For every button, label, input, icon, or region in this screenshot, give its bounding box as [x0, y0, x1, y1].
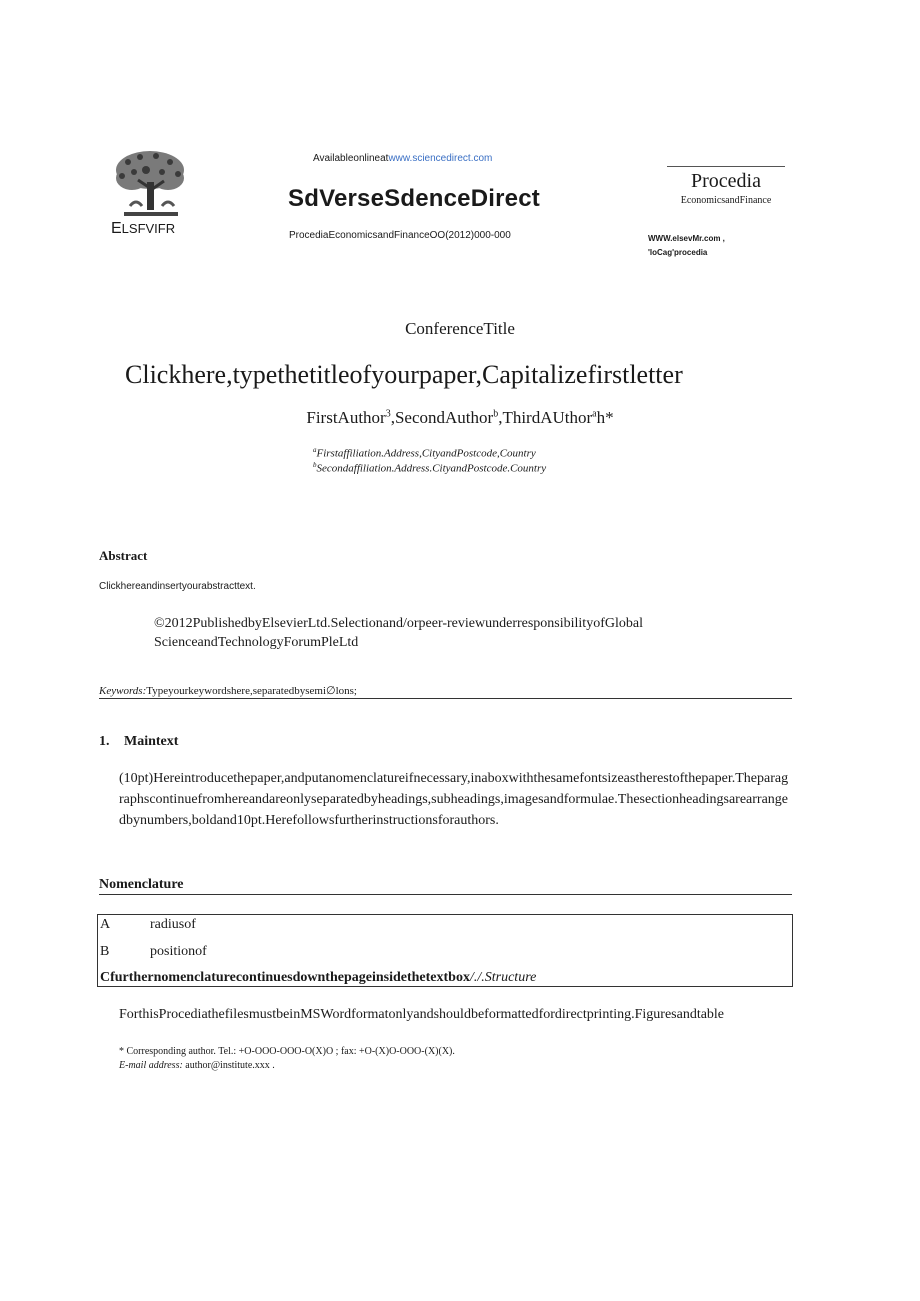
brand-title: SdVerseSdenceDirect [288, 185, 540, 212]
abstract-text: Clickhereandinsertyourabstracttext. [99, 581, 256, 592]
conference-title: ConferenceTitle [405, 319, 515, 338]
nomenclature-row: A radiusof [100, 917, 196, 932]
nomenclature-continuation: Cfurthernomenclaturecontinuesdownthepageinsidethetextbox/./.Structure [100, 970, 537, 985]
footnote-corresponding: * Corresponding author. Tel.: +O-OOO-OOO-O(X)O ; fax: +O-(X)O-OOO-(X)(X). [119, 1046, 455, 1057]
procedia-subtitle: EconomicsandFinance [680, 195, 772, 206]
nomenclature-row: B positionof [100, 944, 207, 959]
abstract-heading: Abstract [99, 548, 148, 563]
copyright-notice: ©2012PublishedbyElsevierLtd.Selectionand/orpeer-reviewunderresponsibilityofGlobal ScienceandTechnologyForumPleLtd [154, 616, 643, 650]
nomenclature-heading: Nomenclature [99, 877, 792, 895]
affiliation-a: $^a$Firstaffiliation.Address,CityandPostcode,Country [313, 446, 536, 460]
procedia-divider [667, 166, 785, 167]
journal-url[interactable]: WWW.elsevMr.com , [648, 234, 725, 243]
keywords-line: Keywords:Typeyourkeywordshere,separatedbysemi∅lons; [99, 684, 792, 699]
body-paragraph: ForthisProcediathefilesmustbeinMSWordformatonlyandshouldbeformattedfordirectprinting.Figuresandtable [119, 1007, 725, 1022]
journal-url-path[interactable]: 'loCag'procedia [648, 248, 708, 257]
available-online: Availableonlineatwww.sciencedirect.com [313, 153, 493, 164]
section-heading: 1. Maintext [99, 734, 179, 749]
elsevier-tree-logo [110, 148, 192, 218]
nomenclature-box [97, 914, 793, 987]
affiliation-b: $^b$Secondaffiliation.Address.CityandPostcode.Country [313, 461, 547, 475]
journal-reference: ProcediaEconomicsandFinanceOO(2012)000-000 [289, 230, 511, 241]
publisher-name: ELSFVIFR [111, 220, 176, 237]
paper-title: Clickhere,typethetitleofyourpaper,Capitalizefirstletter [125, 360, 683, 389]
author-list: FirstAuthor$^3$,SecondAuthor$^b$,ThirdAUthor$^a$h* [306, 408, 614, 427]
main-paragraph: (10pt)Hereintroducethepaper,andputanomenclatureifnecessary,inaboxwiththesamefontsizeastherestofthepaper.Theparagraphscontinuefromhereandareonlyseparatedbyheadings,subheadings,imagesandformulae.Thesectionheadingsarearrangedbynumbers,boldand10pt.Herefollowsfurtherinstructionsforauthors. [119, 771, 789, 828]
footnote-email: E-mail address: author@institute.xxx . [119, 1060, 275, 1071]
procedia-logo-text: Procedia [691, 170, 761, 192]
sciencedirect-link[interactable]: www.sciencedirect.com [388, 153, 493, 164]
